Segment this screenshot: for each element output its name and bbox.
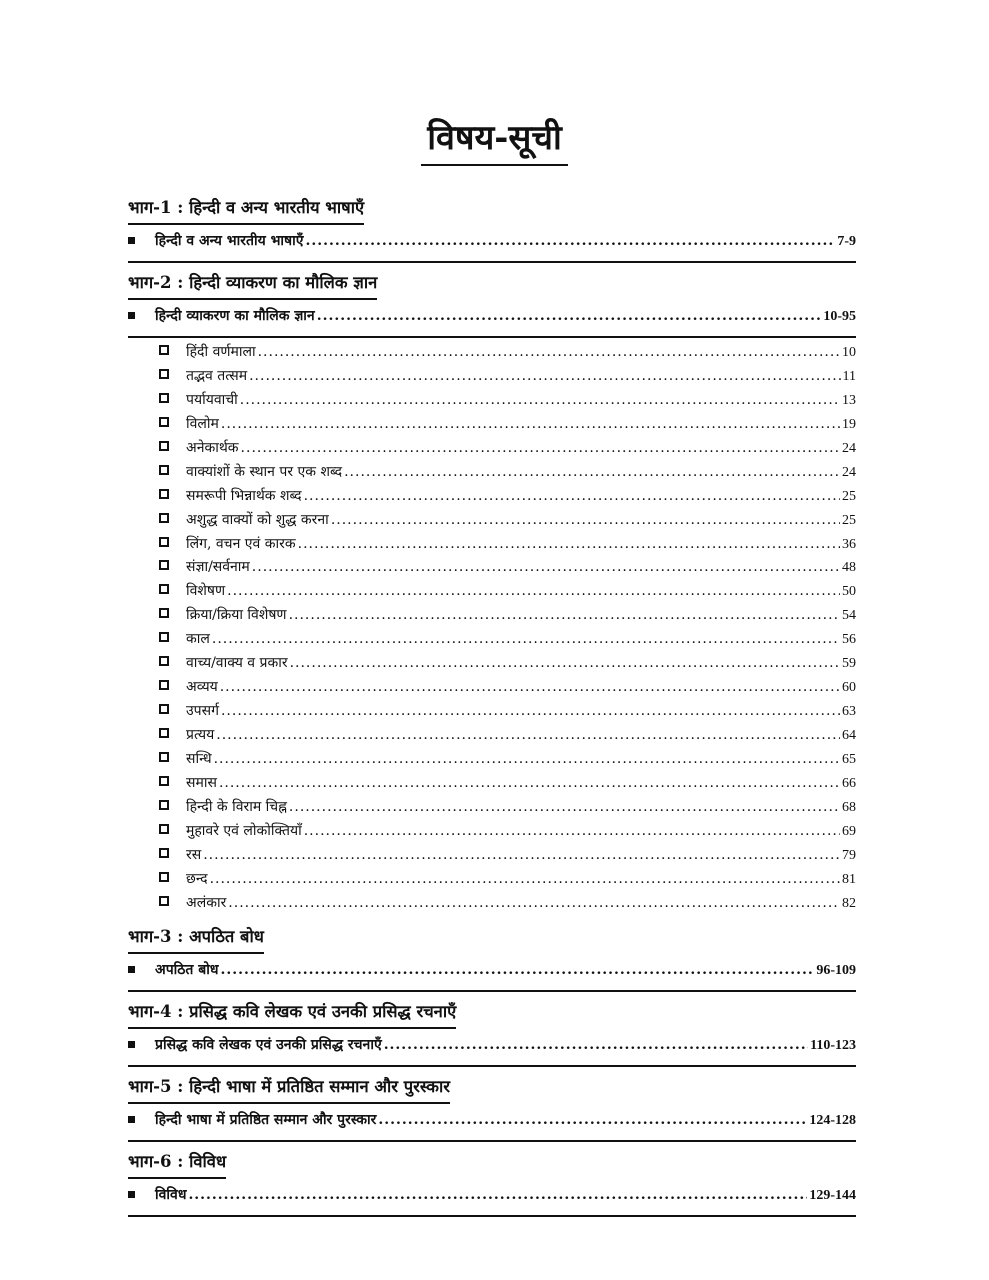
sub-entry-label: समरूपी भिन्नार्थक शब्द (186, 487, 302, 504)
hollow-square-bullet-icon (159, 800, 169, 810)
sub-entry-page: 50 (842, 584, 856, 600)
sub-entry-label: तद्भव तत्सम (186, 367, 248, 384)
toc-sub-entry[interactable] (128, 414, 856, 438)
sub-entry-label: अशुद्ध वाक्यों को शुद्ध करना (186, 511, 329, 528)
part-heading: भाग-6 : विविध (128, 1150, 226, 1179)
dot-leader (210, 871, 840, 887)
part-heading: भाग-3 : अपठित बोध (128, 925, 264, 954)
sub-entry-label: अलंकार (186, 894, 227, 911)
sub-entry-label: हिंदी वर्णमाला (186, 344, 256, 360)
entry-label: हिन्दी व्याकरण का मौलिक ज्ञान (155, 308, 315, 324)
hollow-square-bullet-icon (159, 824, 169, 834)
dot-leader (221, 703, 840, 719)
dot-leader (289, 607, 840, 623)
entry-page-range: 124-128 (809, 1112, 856, 1128)
filled-square-bullet-icon (128, 1041, 135, 1048)
sub-entry-page: 48 (842, 560, 856, 576)
sub-entry-page: 82 (842, 895, 856, 911)
entry-page-range: 10-95 (823, 309, 856, 324)
page-title: विषय-सूची (421, 118, 568, 166)
hollow-square-bullet-icon (159, 776, 169, 786)
dot-leader (304, 823, 840, 839)
toc-sub-entry[interactable] (128, 677, 856, 701)
part-heading: भाग-2 : हिन्दी व्याकरण का मौलिक ज्ञान (128, 271, 377, 300)
sub-entry-label: वाक्यांशों के स्थान पर एक शब्द (186, 463, 343, 480)
toc-sub-entry[interactable] (128, 869, 856, 893)
toc-main-entry[interactable] (128, 1035, 856, 1067)
sub-entry-page: 59 (842, 656, 856, 672)
part-heading: भाग-4 : प्रसिद्ध कवि लेखक एवं उनकी प्रसिद्ध रचनाएँ (128, 1000, 456, 1029)
toc-sub-entry[interactable] (128, 486, 856, 510)
hollow-square-bullet-icon (159, 752, 169, 762)
dot-leader (289, 799, 840, 815)
sub-entry-label: वाच्य/वाक्य व प्रकार (186, 655, 288, 672)
toc-sub-entry[interactable] (128, 342, 856, 366)
sub-entry-label: मुहावरे एवं लोकोक्तियाँ (186, 822, 302, 839)
sub-entry-label: सन्धि (186, 750, 212, 767)
entry-page-range: 96-109 (816, 962, 856, 978)
dot-leader (203, 847, 840, 863)
sub-entry-page: 64 (842, 728, 856, 743)
dot-leader (219, 775, 840, 791)
entry-label: प्रसिद्ध कवि लेखक एवं उनकी प्रसिद्ध रचनाएँ (155, 1036, 382, 1053)
dot-leader (221, 416, 840, 432)
dot-leader (221, 962, 815, 978)
sub-entry-page: 11 (842, 368, 856, 384)
sub-entry-page: 68 (842, 799, 856, 815)
toc-main-entry[interactable] (128, 960, 856, 992)
entry-label: हिन्दी भाषा में प्रतिष्ठित सम्मान और पुरस्कार (155, 1111, 377, 1128)
sub-entry-label: संज्ञा/सर्वनाम (186, 559, 250, 576)
dot-leader (252, 559, 840, 575)
page-title-wrapper (0, 118, 989, 166)
hollow-square-bullet-icon (159, 848, 169, 858)
part-heading: भाग-1 : हिन्दी व अन्य भारतीय भाषाएँ (128, 196, 364, 225)
toc-sub-entry[interactable] (128, 701, 856, 725)
toc-sub-entry[interactable] (128, 366, 856, 390)
hollow-square-bullet-icon (159, 656, 169, 666)
dot-leader (258, 344, 840, 360)
sub-entry-label: प्रत्यय (186, 727, 215, 743)
sub-entry-list (128, 342, 856, 917)
hollow-square-bullet-icon (159, 465, 169, 475)
dot-leader (241, 440, 840, 456)
dot-leader (240, 392, 840, 408)
dot-leader (249, 368, 840, 384)
sub-entry-page: 54 (842, 608, 856, 624)
toc-sub-entry[interactable] (128, 821, 856, 845)
sub-entry-label: अव्यय (186, 679, 218, 696)
dot-leader (317, 308, 822, 324)
hollow-square-bullet-icon (159, 704, 169, 714)
dot-leader (188, 1187, 807, 1203)
table-of-contents (128, 188, 856, 1217)
hollow-square-bullet-icon (159, 728, 169, 738)
hollow-square-bullet-icon (159, 441, 169, 451)
sub-entry-page: 56 (842, 632, 856, 648)
dot-leader (344, 464, 840, 480)
toc-main-entry[interactable] (128, 306, 856, 338)
toc-sub-entry[interactable] (128, 390, 856, 414)
sub-entry-page: 69 (842, 823, 856, 839)
hollow-square-bullet-icon (159, 608, 169, 618)
sub-entry-page: 10 (842, 345, 856, 360)
dot-leader (378, 1112, 807, 1128)
sub-entry-label: विलोम (186, 415, 219, 432)
toc-sub-entry[interactable] (128, 773, 856, 797)
dot-leader (298, 536, 840, 552)
dot-leader (220, 679, 840, 695)
toc-sub-entry[interactable] (128, 534, 856, 558)
sub-entry-page: 19 (842, 416, 856, 432)
toc-sub-entry[interactable] (128, 581, 856, 605)
entry-label: अपठित बोध (155, 961, 219, 978)
sub-entry-label: हिन्दी के विराम चिह्न (186, 798, 287, 815)
hollow-square-bullet-icon (159, 537, 169, 547)
toc-sub-entry[interactable] (128, 653, 856, 677)
hollow-square-bullet-icon (159, 584, 169, 594)
filled-square-bullet-icon (128, 1116, 135, 1123)
filled-square-bullet-icon (128, 966, 135, 973)
sub-entry-page: 81 (842, 871, 856, 887)
sub-entry-label: छन्द (186, 870, 208, 887)
entry-page-range: 7-9 (837, 234, 856, 249)
dot-leader (290, 655, 840, 671)
toc-sub-entry[interactable] (128, 845, 856, 869)
part-heading: भाग-5 : हिन्दी भाषा में प्रतिष्ठित सम्मान और पुरस्कार (128, 1075, 450, 1104)
entry-page-range: 129-144 (809, 1187, 856, 1203)
hollow-square-bullet-icon (159, 680, 169, 690)
dot-leader (212, 631, 840, 647)
sub-entry-label: लिंग, वचन एवं कारक (186, 535, 296, 552)
toc-main-entry[interactable] (128, 1110, 856, 1142)
filled-square-bullet-icon (128, 237, 135, 244)
sub-entry-label: पर्यायवाची (186, 391, 238, 408)
sub-entry-page: 66 (842, 775, 856, 791)
hollow-square-bullet-icon (159, 489, 169, 499)
toc-part (128, 917, 856, 992)
toc-part (128, 1067, 856, 1142)
sub-entry-label: क्रिया/क्रिया विशेषण (186, 607, 287, 624)
dot-leader (214, 751, 840, 767)
sub-entry-label: काल (186, 631, 210, 648)
filled-square-bullet-icon (128, 1191, 135, 1198)
hollow-square-bullet-icon (159, 560, 169, 570)
toc-sub-entry[interactable] (128, 725, 856, 749)
toc-part (128, 188, 856, 263)
toc-sub-entry[interactable] (128, 557, 856, 581)
sub-entry-page: 79 (842, 847, 856, 863)
dot-leader (331, 512, 840, 528)
sub-entry-page: 60 (842, 680, 856, 696)
hollow-square-bullet-icon (159, 896, 169, 906)
hollow-square-bullet-icon (159, 513, 169, 523)
toc-part (128, 992, 856, 1067)
sub-entry-page: 63 (842, 704, 856, 720)
dot-leader (304, 488, 840, 504)
toc-sub-entry[interactable] (128, 749, 856, 773)
toc-sub-entry[interactable] (128, 893, 856, 917)
sub-entry-page: 36 (842, 536, 856, 552)
sub-entry-label: समास (186, 774, 217, 791)
sub-entry-page: 13 (842, 392, 856, 408)
entry-label: हिन्दी व अन्य भारतीय भाषाएँ (155, 233, 304, 249)
dot-leader (216, 727, 840, 743)
sub-entry-label: विशेषण (186, 583, 226, 600)
hollow-square-bullet-icon (159, 393, 169, 403)
entry-page-range: 110-123 (810, 1037, 856, 1053)
dot-leader (384, 1037, 808, 1053)
hollow-square-bullet-icon (159, 417, 169, 427)
sub-entry-label: अनेकार्थक (186, 439, 239, 456)
sub-entry-label: उपसर्ग (186, 703, 219, 720)
hollow-square-bullet-icon (159, 872, 169, 882)
toc-sub-entry[interactable] (128, 510, 856, 534)
sub-entry-page: 65 (842, 751, 856, 767)
toc-sub-entry[interactable] (128, 605, 856, 629)
filled-square-bullet-icon (128, 312, 135, 319)
toc-sub-entry[interactable] (128, 629, 856, 653)
entry-label: विविध (155, 1186, 187, 1203)
sub-entry-label: रस (186, 846, 202, 863)
sub-entry-page: 24 (842, 440, 856, 456)
dot-leader (228, 895, 840, 911)
hollow-square-bullet-icon (159, 632, 169, 642)
toc-sub-entry[interactable] (128, 797, 856, 821)
hollow-square-bullet-icon (159, 345, 169, 355)
dot-leader (227, 583, 840, 599)
dot-leader (306, 233, 836, 249)
toc-main-entry[interactable] (128, 231, 856, 263)
sub-entry-page: 25 (842, 512, 856, 528)
toc-main-entry[interactable] (128, 1185, 856, 1217)
hollow-square-bullet-icon (159, 369, 169, 379)
sub-entry-page: 24 (842, 464, 856, 480)
toc-sub-entry[interactable] (128, 438, 856, 462)
toc-part (128, 263, 856, 917)
toc-sub-entry[interactable] (128, 462, 856, 486)
sub-entry-page: 25 (842, 488, 856, 504)
toc-part (128, 1142, 856, 1217)
